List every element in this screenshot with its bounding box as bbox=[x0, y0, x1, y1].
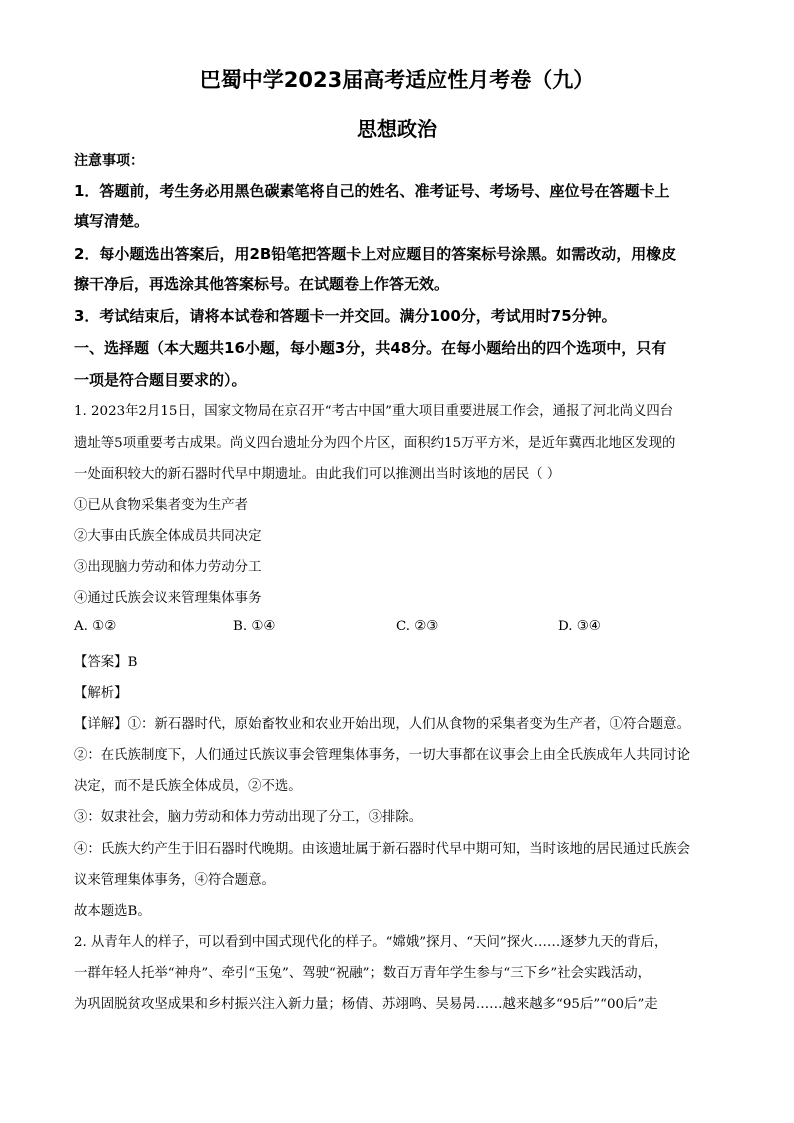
q1-explanation-2-line-1: ②：在氏族制度下，人们通过氏族议事会管理集体事务，一切大事都在议事会上由全氏族成年人共同讨论 bbox=[74, 748, 690, 763]
q1-statement-2: ②大事由氏族全体成员共同决定 bbox=[74, 529, 262, 544]
q1-analysis-tag: 【解析】 bbox=[74, 686, 128, 701]
notice-heading: 注意事项： bbox=[74, 153, 144, 169]
q1-option-c: C. ②③ bbox=[396, 619, 439, 634]
q1-stem-line-3: 一处面积较大的新石器时代早中期遗址。由此我们可以推测出当时该地的居民（ ） bbox=[74, 467, 561, 482]
explanation-1-text: ①：新石器时代，原始畜牧业和农业开始出现，人们从食物的采集者变为生产者，①符合题意。 bbox=[127, 717, 690, 732]
q1-explanation-4-line-1: ④：氏族大约产生于旧石器时代晚期。由该遗址属于新石器时代早中期可知，当时该地的居民通过氏族会 bbox=[74, 842, 690, 857]
notice-item-2-line-1: 2．每小题选出答案后，用2B铅笔把答题卡上对应题目的答案标号涂黑。如需改动，用橡皮 bbox=[74, 245, 677, 263]
notice-item-1-line-1: 1．答题前，考生务必用黑色碳素笔将自己的姓名、准考证号、考场号、座位号在答题卡上 bbox=[74, 182, 670, 200]
notice-item-2-line-2: 擦干净后，再选涂其他答案标号。在试题卷上作答无效。 bbox=[74, 275, 450, 293]
q1-statement-3: ③出现脑力劳动和体力劳动分工 bbox=[74, 560, 262, 575]
subject-title: 思想政治 bbox=[357, 117, 437, 141]
q2-stem-line-2: 一群年轻人托举“神舟”、牵引“玉兔”、驾驶“祝融”；数百万青年学生参与“三下乡”社会实践活动， bbox=[74, 966, 651, 981]
q1-explanation-4-line-2: 议来管理集体事务，④符合题意。 bbox=[74, 873, 275, 888]
answer-tag: 【答案】 bbox=[74, 655, 128, 670]
q1-statement-4: ④通过氏族会议来管理集体事务 bbox=[74, 591, 262, 606]
q2-stem-line-1: 2. 从青年人的样子，可以看到中国式现代化的样子。“嫦娥”探月、“天问”探火……逐梦九天的背后， bbox=[74, 935, 668, 950]
q1-answer bbox=[74, 651, 137, 670]
q1-conclusion: 故本题选B。 bbox=[74, 904, 151, 919]
q1-option-b: B. ①④ bbox=[233, 619, 276, 634]
notice-item-3: 3．考试结束后，请将本试卷和答题卡一并交回。满分100分，考试用时75分钟。 bbox=[74, 307, 617, 325]
notice-item-1-line-2: 填写清楚。 bbox=[74, 212, 150, 230]
q1-explanation-2-line-2: 决定，而不是氏族全体成员，②不选。 bbox=[74, 779, 302, 794]
q1-explanation-3: ③：奴隶社会，脑力劳动和体力劳动出现了分工，③排除。 bbox=[74, 810, 423, 825]
exam-title: 巴蜀中学2023届高考适应性月考卷（九） bbox=[199, 68, 595, 92]
section-heading-line-1: 一、选择题（本大题共16小题，每小题3分，共48分。在每小题给出的四个选项中，只有 bbox=[74, 339, 667, 357]
section-heading-line-2: 一项是符合题目要求的）。 bbox=[74, 371, 247, 389]
q1-explanation-1 bbox=[74, 713, 690, 732]
q1-option-d: D. ③④ bbox=[558, 619, 601, 634]
q1-option-a: A. ①② bbox=[74, 619, 117, 634]
q2-stem-line-3: 为巩固脱贫攻坚成果和乡村振兴注入新力量；杨倩、苏翊鸣、吴易昺……越来越多“95后”“00后”走 bbox=[74, 997, 658, 1012]
answer-value: B bbox=[127, 655, 138, 670]
q1-statement-1: ①已从食物采集者变为生产者 bbox=[74, 498, 249, 513]
detail-tag: 【详解】 bbox=[74, 717, 128, 732]
q1-stem-line-1: 1. 2023年2月15日，国家文物局在京召开“考古中国”重大项目重要进展工作会，通报了河北尚义四台 bbox=[74, 404, 674, 419]
q1-stem-line-2: 遗址等5项重要考古成果。尚义四台遗址分为四个片区，面积约15万平方米，是近年冀西北地区发现的 bbox=[74, 436, 676, 451]
